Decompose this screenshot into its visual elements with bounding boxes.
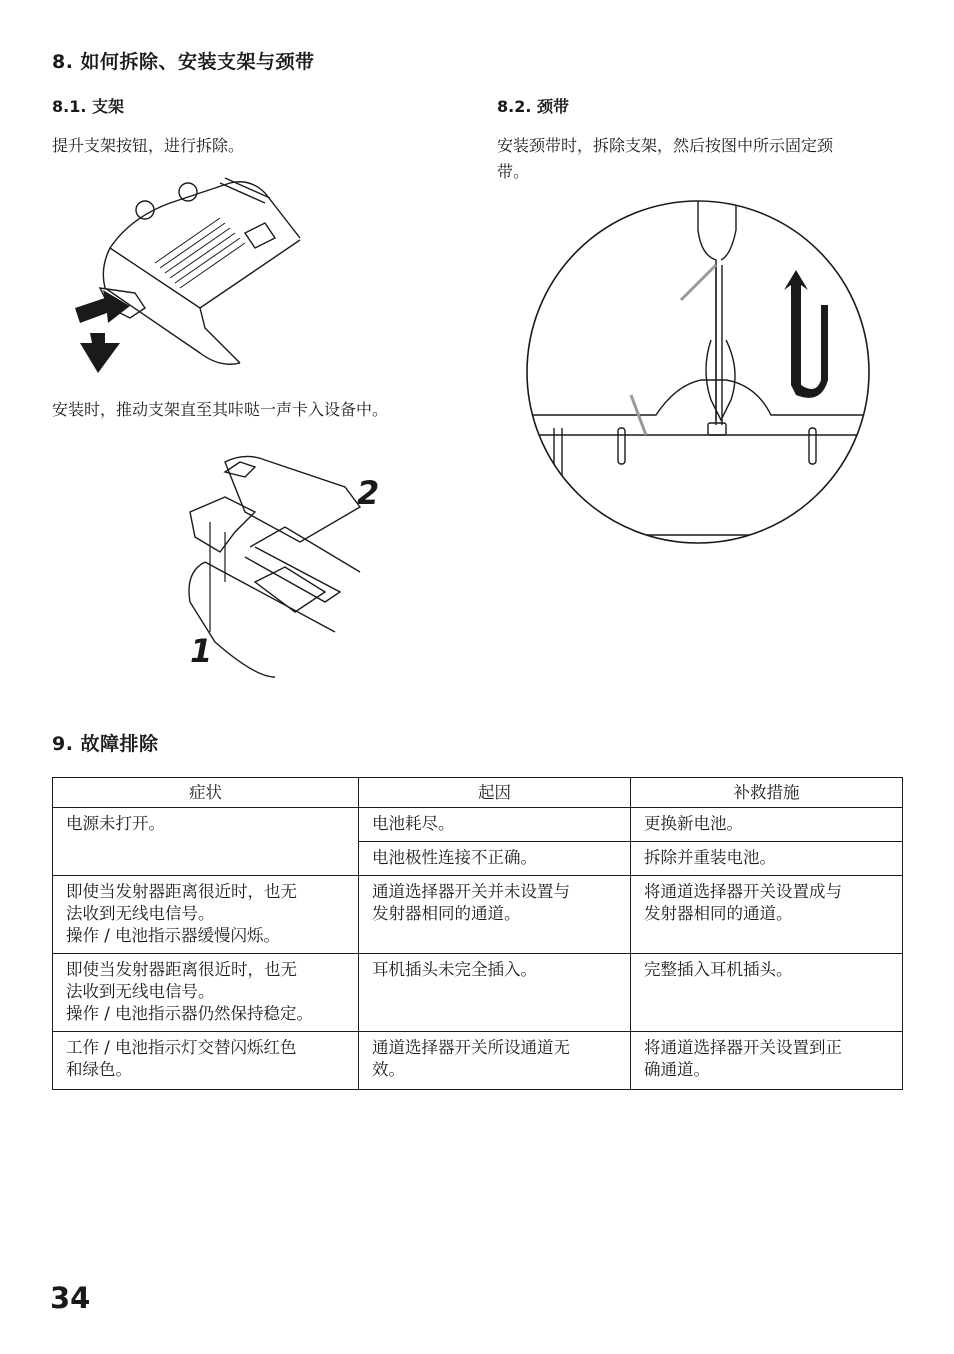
cell-line: 操作 / 电池指示器缓慢闪烁。 (66, 926, 281, 945)
cell-line: 和绿色。 (66, 1060, 132, 1079)
table-row (53, 1032, 903, 1090)
symptom-cell (53, 876, 359, 954)
cell-line: 电池极性连接不正确。 (372, 848, 537, 867)
page-number: 34 (50, 1281, 91, 1315)
table-row (53, 954, 903, 1032)
cause-cell (359, 1032, 631, 1090)
cell-line: 通道选择器开关并未设置与 (372, 882, 570, 901)
pull-arrow-icon (75, 290, 130, 323)
cell-line: 即使当发射器距离很近时，也无 (66, 882, 297, 901)
cell-line: 发射器相同的通道。 (372, 904, 521, 923)
cell-line: 效。 (372, 1060, 405, 1079)
stand-remove-text: 提升支架按钮，进行拆除。 (52, 136, 245, 155)
cause-cell (359, 808, 631, 842)
header-cause: 起因 (359, 778, 631, 808)
cell-line: 更换新电池。 (644, 814, 743, 833)
cell-line: 电源未打开。 (66, 814, 165, 833)
down-arrow-icon (80, 333, 120, 373)
section-9-title: 9. 故障排除 (52, 733, 159, 755)
cell-line: 通道选择器开关所设通道无 (372, 1038, 570, 1057)
table-row (53, 808, 903, 842)
cause-cell (359, 842, 631, 876)
neckstrap-text (497, 133, 907, 185)
troubleshooting-table (52, 777, 903, 1090)
symptom-cell (53, 954, 359, 1032)
cell-line: 完整插入耳机插头。 (644, 960, 793, 979)
header-remedy: 补救措施 (631, 778, 903, 808)
neckstrap-text-line: 安装颈带时，拆除支架，然后按图中所示固定颈 (497, 136, 834, 155)
cell-line: 拆除并重装电池。 (644, 848, 776, 867)
stand-install-illustration (185, 452, 385, 682)
remedy-cell (631, 954, 903, 1032)
cell-line: 电池耗尽。 (372, 814, 455, 833)
header-symptom: 症状 (53, 778, 359, 808)
subsection-neckstrap-title: 8.2. 颈带 (497, 97, 569, 116)
cell-line: 操作 / 电池指示器仍然保持稳定。 (66, 1004, 314, 1023)
cell-line: 即使当发射器距离很近时，也无 (66, 960, 297, 979)
cell-line: 确通道。 (644, 1060, 710, 1079)
cause-cell (359, 954, 631, 1032)
cell-line: 发射器相同的通道。 (644, 904, 793, 923)
cell-line: 耳机插头未完全插入。 (372, 960, 537, 979)
cell-line: 法收到无线电信号。 (66, 904, 215, 923)
symptom-cell (53, 1032, 359, 1090)
table-header-row (53, 778, 903, 808)
subsection-stand-title: 8.1. 支架 (52, 97, 124, 116)
section-8-title: 8. 如何拆除、安装支架与颈带 (52, 51, 315, 73)
step-label-2: 2 (357, 474, 380, 512)
table-row (53, 876, 903, 954)
remedy-cell (631, 808, 903, 842)
step-label-1: 1 (190, 632, 213, 670)
stand-removal-illustration (70, 178, 330, 378)
cell-line: 工作 / 电池指示灯交替闪烁红色 (66, 1038, 297, 1057)
symptom-cell (53, 808, 359, 876)
remedy-cell (631, 1032, 903, 1090)
remedy-cell (631, 842, 903, 876)
remedy-cell (631, 876, 903, 954)
cell-line: 将通道选择器开关设置成与 (644, 882, 842, 901)
cause-cell (359, 876, 631, 954)
loop-arrow-icon (784, 270, 828, 398)
neckstrap-illustration (526, 200, 876, 550)
neckstrap-text-line: 带。 (497, 162, 530, 181)
cell-line: 法收到无线电信号。 (66, 982, 215, 1001)
stand-install-text: 安装时，推动支架直至其咔哒一声卡入设备中。 (52, 400, 389, 419)
cell-line: 将通道选择器开关设置到正 (644, 1038, 842, 1057)
